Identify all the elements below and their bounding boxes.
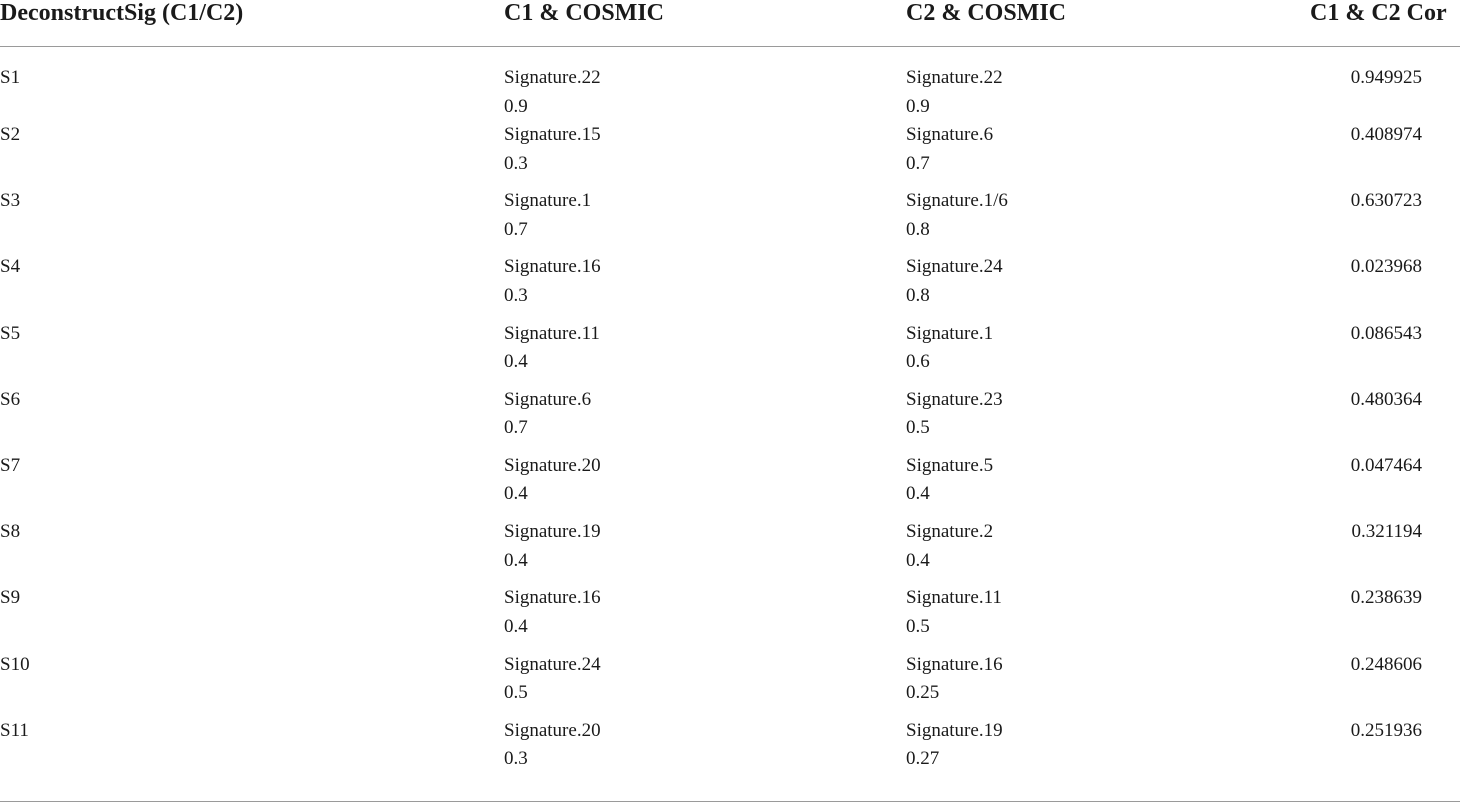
cell-correlation: 0.630723 (1350, 190, 1422, 212)
table-row (0, 452, 1460, 518)
c2-signature-name: Signature.6 (906, 124, 994, 145)
cell-c2-cosmic (906, 452, 1306, 518)
c2-signature-value: 0.5 (906, 417, 930, 439)
table-row (0, 651, 1460, 717)
cell-signature-id: S10 (0, 653, 30, 675)
cell-c2-cosmic (906, 386, 1306, 452)
cell-c2-cosmic (906, 651, 1306, 717)
cell-correlation: 0.023968 (1350, 256, 1422, 278)
c1-signature-name: Signature.15 (504, 124, 601, 145)
c1-signature-name: Signature.1 (504, 190, 592, 212)
table-row (0, 253, 1460, 319)
c1-signature-value: 0.4 (504, 549, 528, 571)
table-row (0, 121, 1460, 187)
cell-c1-cosmic (504, 584, 906, 650)
table-body (0, 47, 1460, 778)
table-header (0, 0, 1460, 47)
c2-signature-name: Signature.23 (906, 388, 1003, 410)
c2-signature-value: 0.4 (906, 483, 930, 505)
cell-c2-cosmic (906, 717, 1306, 778)
cell-correlation: 0.321194 (1351, 521, 1422, 543)
table-row (0, 47, 1460, 122)
c2-signature-value: 0.25 (906, 682, 940, 703)
c1-signature-name: Signature.6 (504, 388, 592, 410)
cell-c1-cosmic (504, 47, 906, 122)
c2-signature-name: Signature.1/6 (906, 190, 1008, 212)
cell-c2-cosmic (906, 320, 1306, 386)
cell-signature-id: S8 (0, 521, 21, 543)
cell-correlation: 0.408974 (1350, 124, 1422, 145)
c2-signature-name: Signature.1 (906, 322, 994, 344)
cell-c1-cosmic (504, 187, 906, 253)
c1-signature-name: Signature.16 (504, 256, 601, 278)
c1-signature-value: 0.7 (504, 417, 528, 439)
cell-correlation: 0.086543 (1350, 322, 1422, 344)
c2-signature-name: Signature.22 (906, 67, 1003, 88)
cell-c1-cosmic (504, 386, 906, 452)
cell-signature-id: S11 (0, 719, 29, 741)
c1-signature-name: Signature.16 (504, 587, 601, 609)
cell-c2-cosmic (906, 253, 1306, 319)
c2-signature-name: Signature.5 (906, 454, 994, 476)
cell-c2-cosmic (906, 121, 1306, 187)
table-row (0, 386, 1460, 452)
c1-signature-value: 0.4 (504, 615, 528, 637)
cell-correlation: 0.248606 (1350, 653, 1422, 675)
cell-c2-cosmic (906, 518, 1306, 584)
cell-correlation: 0.238639 (1350, 587, 1422, 609)
c1-signature-value: 0.7 (504, 218, 528, 240)
c2-signature-name: Signature.11 (906, 587, 1002, 609)
cell-c1-cosmic (504, 651, 906, 717)
header-c1-c2-cor: C1 & C2 Cor (1306, 0, 1460, 47)
table-row (0, 717, 1460, 778)
header-c2-cosmic: C2 & COSMIC (906, 0, 1306, 47)
c1-signature-value: 0.3 (504, 748, 528, 770)
header-deconstructsig: DeconstructSig (C1/C2) (0, 0, 504, 47)
cell-signature-id: S4 (0, 256, 21, 278)
header-row (0, 0, 1460, 47)
c2-signature-value: 0.8 (906, 218, 930, 240)
cell-signature-id: S6 (0, 388, 21, 410)
c1-signature-name: Signature.20 (504, 719, 601, 741)
c1-signature-name: Signature.24 (504, 653, 601, 675)
cell-correlation: 0.949925 (1350, 67, 1422, 88)
cell-correlation: 0.480364 (1350, 388, 1422, 410)
table-row (0, 187, 1460, 253)
c2-signature-value: 0.8 (906, 284, 930, 306)
c1-signature-value: 0.5 (504, 682, 528, 703)
c1-signature-value: 0.9 (504, 95, 528, 117)
cell-c2-cosmic (906, 584, 1306, 650)
c1-signature-value: 0.3 (504, 152, 528, 174)
c1-signature-value: 0.4 (504, 483, 528, 505)
table-row (0, 518, 1460, 584)
c2-signature-value: 0.4 (906, 549, 930, 571)
cell-signature-id: S1 (0, 67, 21, 88)
table-row (0, 584, 1460, 650)
c1-signature-value: 0.3 (504, 284, 528, 306)
c1-signature-name: Signature.11 (504, 322, 600, 344)
cell-c1-cosmic (504, 518, 906, 584)
cell-c1-cosmic (504, 717, 906, 778)
c2-signature-value: 0.7 (906, 152, 930, 174)
c2-signature-value: 0.9 (906, 95, 930, 117)
cell-signature-id: S2 (0, 124, 21, 145)
cell-correlation: 0.251936 (1350, 719, 1422, 741)
c2-signature-value: 0.6 (906, 351, 930, 373)
cell-signature-id: S7 (0, 454, 21, 476)
c1-signature-name: Signature.19 (504, 521, 601, 543)
table-bottom-rule (0, 801, 1460, 802)
cell-c1-cosmic (504, 121, 906, 187)
c2-signature-name: Signature.19 (906, 719, 1003, 741)
cell-signature-id: S9 (0, 587, 21, 609)
c1-signature-value: 0.4 (504, 351, 528, 373)
cell-c2-cosmic (906, 187, 1306, 253)
cell-signature-id: S5 (0, 322, 21, 344)
cell-c1-cosmic (504, 452, 906, 518)
c2-signature-name: Signature.24 (906, 256, 1003, 278)
c2-signature-name: Signature.16 (906, 653, 1003, 675)
cell-c1-cosmic (504, 253, 906, 319)
c1-signature-name: Signature.22 (504, 67, 601, 88)
cell-c2-cosmic (906, 47, 1306, 122)
c1-signature-name: Signature.20 (504, 454, 601, 476)
cell-signature-id: S3 (0, 190, 21, 212)
cell-c1-cosmic (504, 320, 906, 386)
cell-correlation: 0.047464 (1350, 454, 1422, 476)
c2-signature-value: 0.27 (906, 748, 940, 770)
header-c1-cosmic: C1 & COSMIC (504, 0, 906, 47)
c2-signature-value: 0.5 (906, 615, 930, 637)
table-row (0, 320, 1460, 386)
c2-signature-name: Signature.2 (906, 521, 994, 543)
